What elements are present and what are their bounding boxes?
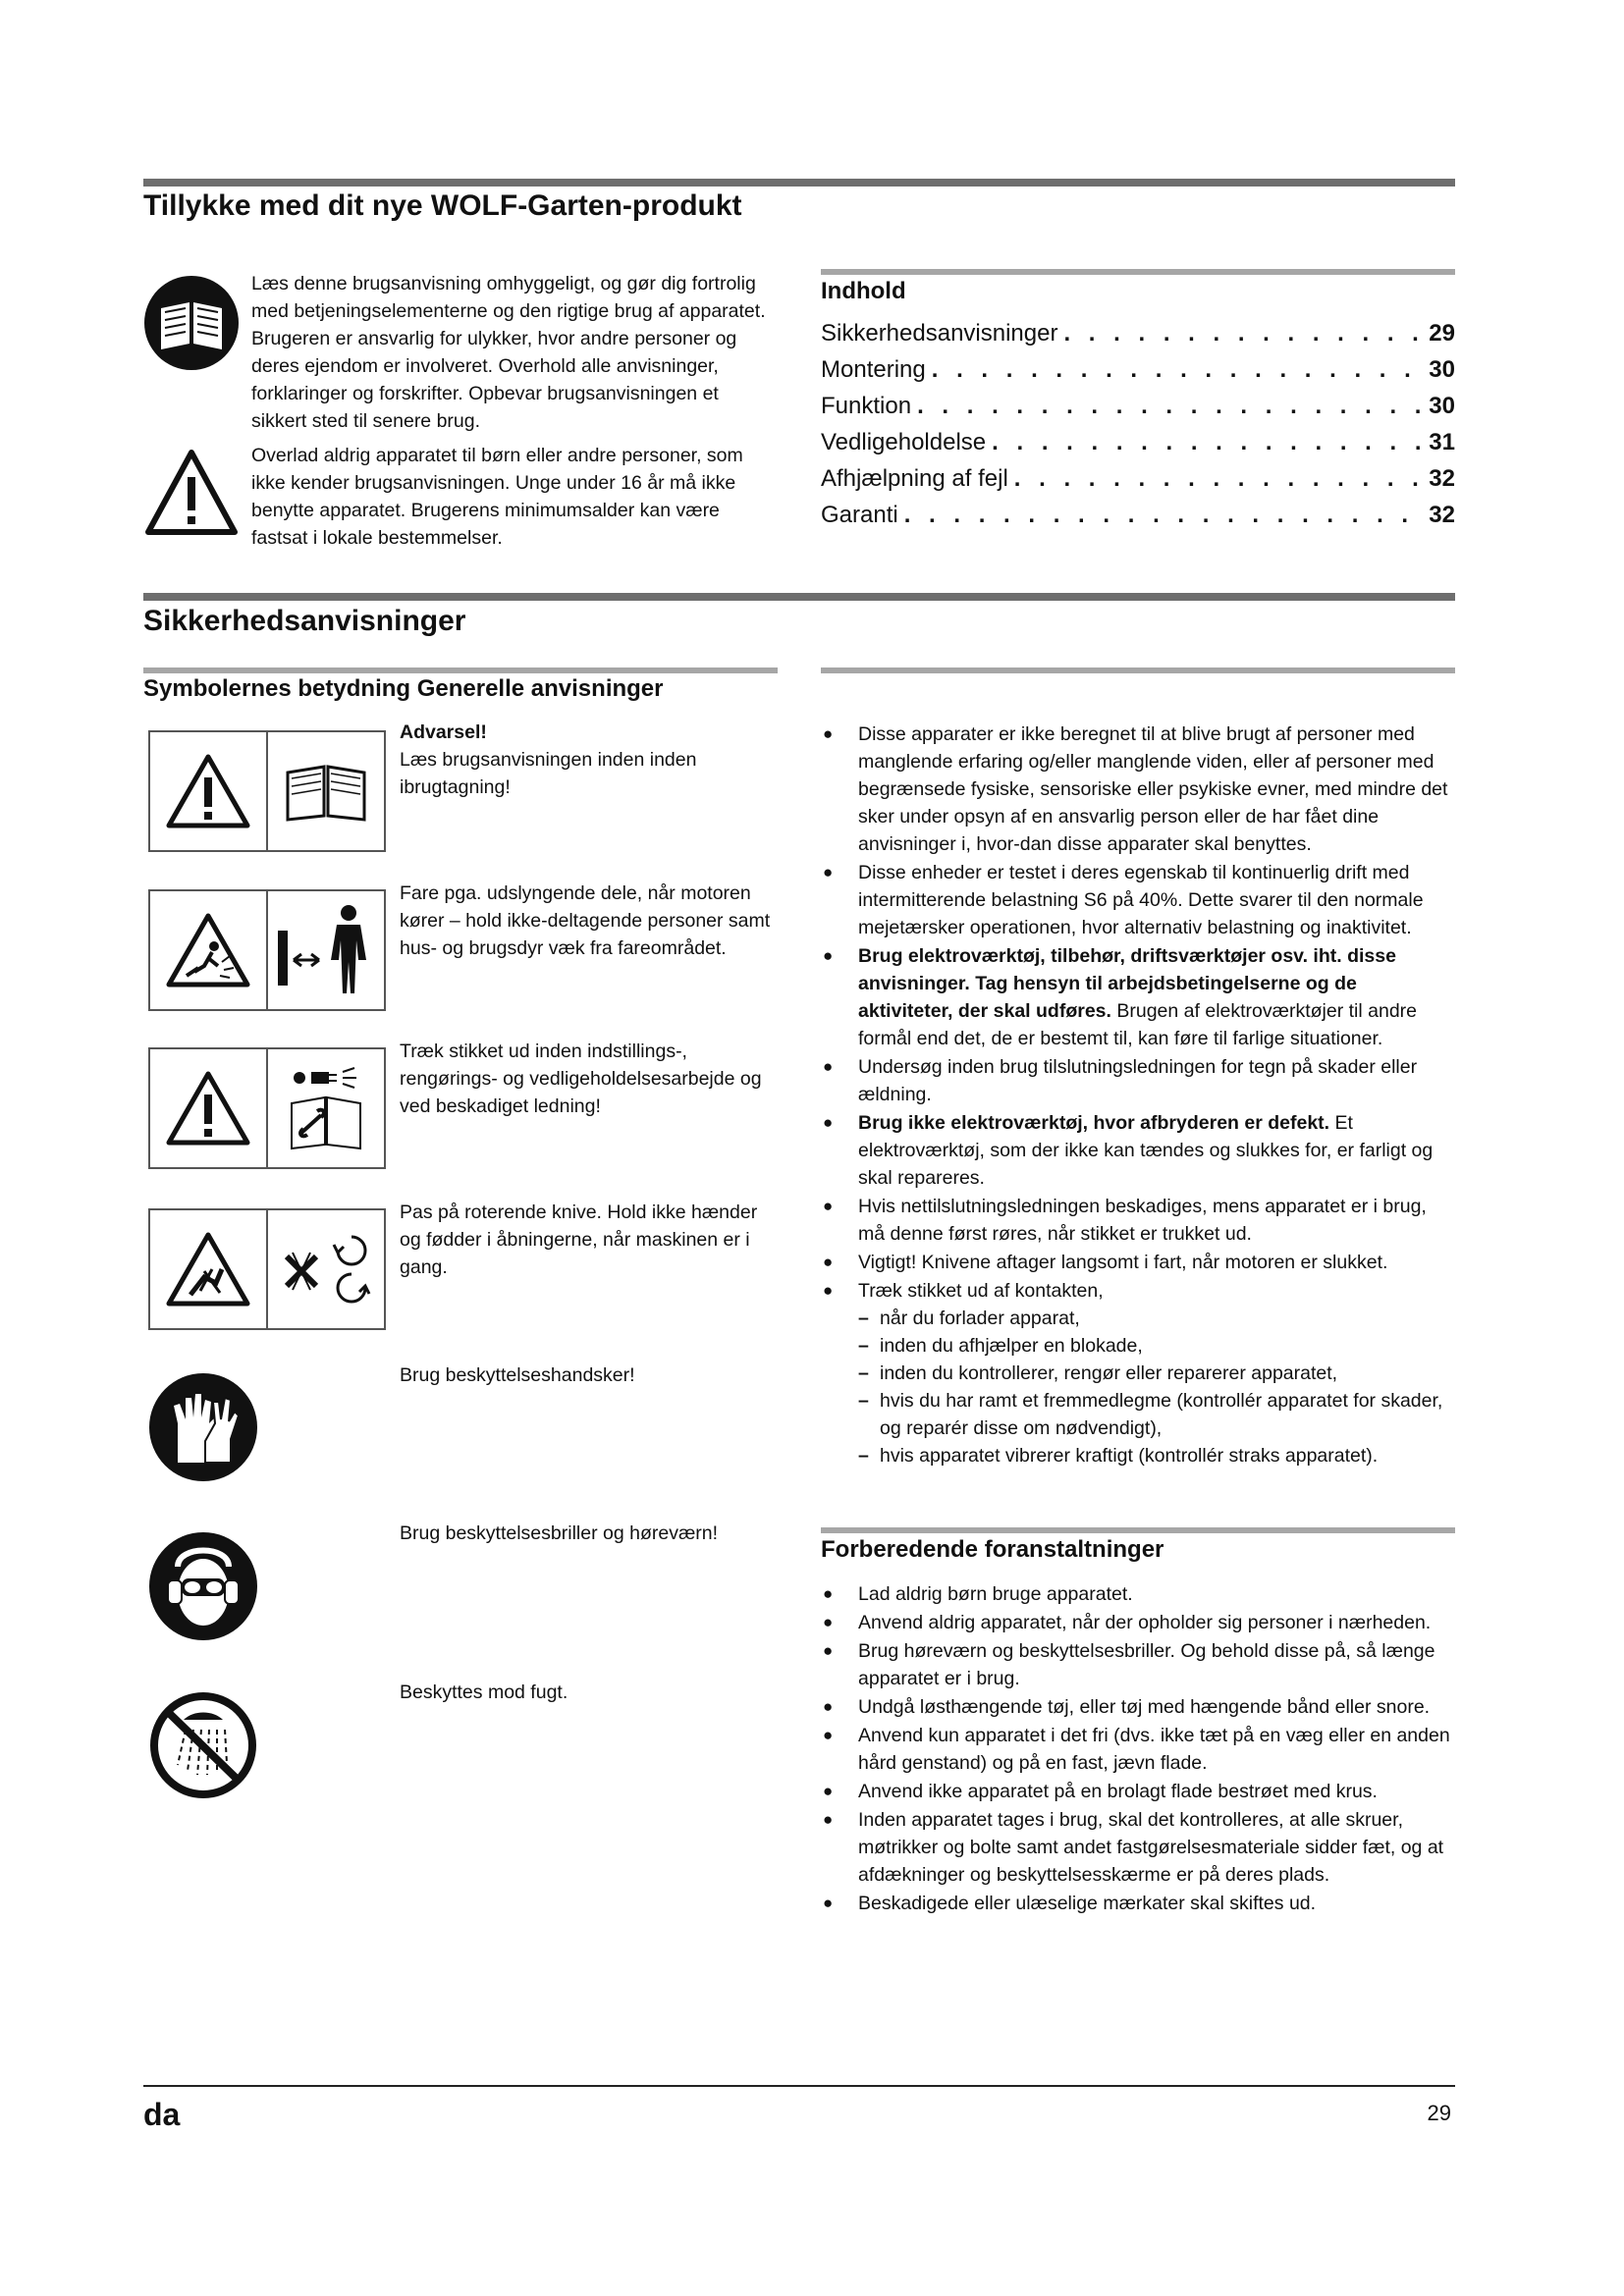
list-item: ● Brug høreværn og beskyttelsesbriller. Og behold disse på, så længe apparatet er i brug. bbox=[821, 1637, 1455, 1692]
section-rule bbox=[143, 593, 1455, 601]
prep-rule bbox=[821, 1527, 1455, 1533]
list-item: ● Anvend ikke apparatet på en brolagt flade bestrøet med krus. bbox=[821, 1778, 1455, 1805]
symbol-heading: Advarsel! bbox=[400, 721, 487, 743]
list-item bbox=[821, 1053, 1455, 1108]
list-item bbox=[821, 942, 1455, 1052]
toc-entry-label: Sikkerhedsanvisninger bbox=[821, 320, 1058, 347]
toc-rule bbox=[821, 269, 1455, 275]
list-item: ● Beskadigede eller ulæselige mærkater skal skiftes ud. bbox=[821, 1890, 1455, 1917]
symbol-box bbox=[148, 1047, 386, 1169]
symbol-text: Brug beskyttelseshandsker! bbox=[400, 1364, 635, 1386]
toc-entry[interactable] bbox=[821, 465, 1455, 502]
list-item: ● Inden apparatet tages i brug, skal det kontrolleres, at alle skruer, møtrikker og bolte samt andet fastgørelsesmateriale sidder fæt, og at afdækninger og beskyttelsesskærme er på deres plads. bbox=[821, 1806, 1455, 1889]
warning-triangle-icon bbox=[165, 1069, 251, 1148]
toc-entry-page: 30 bbox=[1429, 356, 1455, 383]
toc-entry-page: 32 bbox=[1429, 465, 1455, 492]
list-item bbox=[821, 1277, 1455, 1469]
general-safety-list bbox=[821, 721, 1455, 1470]
list-item-text: Disse apparater er ikke beregnet til at blive brugt af personer med manglende erfaring og/eller manglende viden, eller af personer med begrænsede fysiske, sensoriske eller psykiske evner, med mindre det sker under opsyn af en ansvarlig person eller de har fået dine anvisninger i, hvor-dan disse apparater skal benyttes. bbox=[858, 723, 1448, 855]
toc-entry-page: 30 bbox=[1429, 393, 1455, 419]
prep-title: Forberedende foranstaltninger bbox=[821, 1536, 1164, 1563]
sub-list bbox=[858, 1305, 1455, 1469]
list-item-text: Træk stikket ud af kontakten, bbox=[858, 1280, 1104, 1302]
list-item-text: Brugen af elektroværktøjer til andre formål end det, de er bestemt til, kan føre til farlige situationer. bbox=[858, 1000, 1418, 1049]
symbol-text: Fare pga. udslyngende dele, når motoren kører – hold ikke-deltagende personer samt hus- og brugsdyr væk fra fareområdet. bbox=[400, 882, 771, 959]
toc-entry[interactable] bbox=[821, 320, 1455, 356]
toc-entry-label: Montering bbox=[821, 356, 926, 383]
keep-distance-icon bbox=[272, 903, 380, 997]
section-rule bbox=[143, 179, 1455, 187]
symbol-text: Beskyttes mod fugt. bbox=[400, 1682, 568, 1703]
warning-triangle-icon bbox=[143, 448, 240, 538]
toc-entry-page: 29 bbox=[1429, 320, 1455, 347]
list-item-text: Vigtigt! Knivene aftager langsomt i fart, når motoren er slukket. bbox=[858, 1252, 1388, 1273]
symbols-rule bbox=[143, 667, 778, 673]
list-item bbox=[821, 1249, 1455, 1276]
sub-list-item: – når du forlader apparat, bbox=[858, 1305, 1455, 1332]
list-item-bold: Brug ikke elektroværktøj, hvor afbryderen er defekt. bbox=[858, 1112, 1330, 1134]
rotating-blade-warning-icon bbox=[165, 1230, 251, 1308]
preparation-list bbox=[821, 1580, 1455, 1918]
toc-entry-label: Vedligeholdelse bbox=[821, 429, 987, 455]
general-rule bbox=[821, 667, 1455, 673]
warning-triangle-icon bbox=[165, 752, 251, 830]
page-number: 29 bbox=[1427, 2101, 1451, 2125]
sub-list-item: – hvis apparatet vibrerer kraftigt (kontrollér straks apparatet). bbox=[858, 1442, 1455, 1469]
list-item bbox=[821, 1109, 1455, 1192]
table-of-contents bbox=[821, 320, 1455, 538]
symbol-text: Læs brugsanvisningen inden inden ibrugtagning! bbox=[400, 749, 697, 798]
toc-title: Indhold bbox=[821, 278, 906, 304]
symbol-text: Brug beskyttelsesbriller og høreværn! bbox=[400, 1522, 719, 1544]
sub-list-item: – inden du afhjælper en blokade, bbox=[858, 1332, 1455, 1360]
list-item-bold: Brug elektroværktøj, tilbehør, driftsværktøjer osv. iht. disse anvisninger. Tag hensyn til arbejdsbetingelserne og de aktiviteter, der skal udføres. bbox=[858, 945, 1396, 1022]
symbol-box bbox=[148, 889, 386, 1011]
safety-title: Sikkerhedsanvisninger bbox=[143, 605, 466, 637]
list-item-text: Disse enheder er testet i deres egenskab til kontinuerlig drift med intermitterende belastning S6 på 40%. Dette svarer til den normale mejetærsker operationen, hvor alternativ belastning og inaktivitet. bbox=[858, 862, 1424, 938]
toc-entry-page: 31 bbox=[1429, 429, 1455, 455]
toc-entry-page: 32 bbox=[1429, 502, 1455, 528]
goggles-ear-protection-icon bbox=[148, 1531, 258, 1641]
list-item: ● Anvend aldrig apparatet, når der opholder sig personer i nærheden. bbox=[821, 1609, 1455, 1636]
list-item: ● Undgå løsthængende tøj, eller tøj med hængende bånd eller snore. bbox=[821, 1693, 1455, 1721]
toc-entry[interactable] bbox=[821, 502, 1455, 538]
symbol-box bbox=[148, 1208, 386, 1330]
intro-paragraph-2: Overlad aldrig apparatet til børn eller andre personer, som ikke kender brugsanvisningen. Unge under 16 år må ikke benytte apparatet. Brugerens minimumsalder kan være fastsat i lokale bestemmelser. bbox=[251, 445, 743, 549]
gloves-icon bbox=[148, 1372, 258, 1482]
list-item bbox=[821, 1193, 1455, 1248]
symbol-description bbox=[400, 719, 773, 801]
toc-entry-label: Funktion bbox=[821, 393, 912, 419]
toc-entry-label: Afhjælpning af fejl bbox=[821, 465, 1008, 492]
rotating-knives-icon bbox=[277, 1225, 375, 1313]
list-item bbox=[821, 859, 1455, 941]
intro-title: Tillykke med dit nye WOLF-Garten-produkt bbox=[143, 189, 742, 222]
list-item: ● Anvend kun apparatet i det fri (dvs. ikke tæt på en væg eller en anden hård genstand) og på en fast, jævn flade. bbox=[821, 1722, 1455, 1777]
intro-paragraph-1: Læs denne brugsanvisning omhyggeligt, og gør dig fortrolig med betjeningselementerne og den rigtige brug af apparatet. Brugeren er ansvarlig for ulykker, hvor andre personer og deres ejendom er involveret. Overhold alle anvisninger, forklaringer og forskrifter. Opbevar brugsanvisningen et sikkert sted til senere brug. bbox=[251, 273, 766, 432]
book-icon bbox=[143, 275, 240, 371]
list-item-text: Hvis nettilslutningsledningen beskadiges, mens apparatet er i brug, må denne først røres, når stikket er trukket ud. bbox=[858, 1196, 1427, 1245]
toc-entry[interactable] bbox=[821, 356, 1455, 393]
list-item bbox=[821, 721, 1455, 858]
symbol-text: Pas på roterende knive. Hold ikke hænder og fødder i åbningerne, når maskinen er i gang. bbox=[400, 1201, 758, 1278]
toc-entry[interactable] bbox=[821, 393, 1455, 429]
list-item-text: Undersøg inden brug tilslutningsledningen for tegn på skader eller ældning. bbox=[858, 1056, 1418, 1105]
symbol-text: Træk stikket ud inden indstillings-, rengørings- og vedligeholdelsesarbejde og ved beskadiget ledning! bbox=[400, 1041, 762, 1117]
language-code: da bbox=[143, 2097, 181, 2132]
sub-list-item: – inden du kontrollerer, rengør eller reparerer apparatet, bbox=[858, 1360, 1455, 1387]
list-item-text: Et elektroværktøj, som der ikke kan tændes og slukkes for, er farligt og skal repareres. bbox=[858, 1112, 1434, 1189]
toc-entry-label: Garanti bbox=[821, 502, 898, 528]
footer-rule bbox=[143, 2085, 1455, 2087]
book-icon bbox=[282, 757, 370, 826]
no-moisture-icon bbox=[148, 1690, 258, 1800]
list-item: ● Lad aldrig børn bruge apparatet. bbox=[821, 1580, 1455, 1608]
sub-list-item: – hvis du har ramt et fremmedlegme (kontrollér apparatet for skader, og reparér disse om nødvendigt), bbox=[858, 1387, 1455, 1442]
toc-entry[interactable] bbox=[821, 429, 1455, 465]
flying-debris-icon bbox=[165, 911, 251, 989]
symbols-title: Symbolernes betydning Generelle anvisninger bbox=[143, 675, 664, 702]
unplug-manual-icon bbox=[282, 1064, 370, 1152]
symbol-box bbox=[148, 730, 386, 852]
